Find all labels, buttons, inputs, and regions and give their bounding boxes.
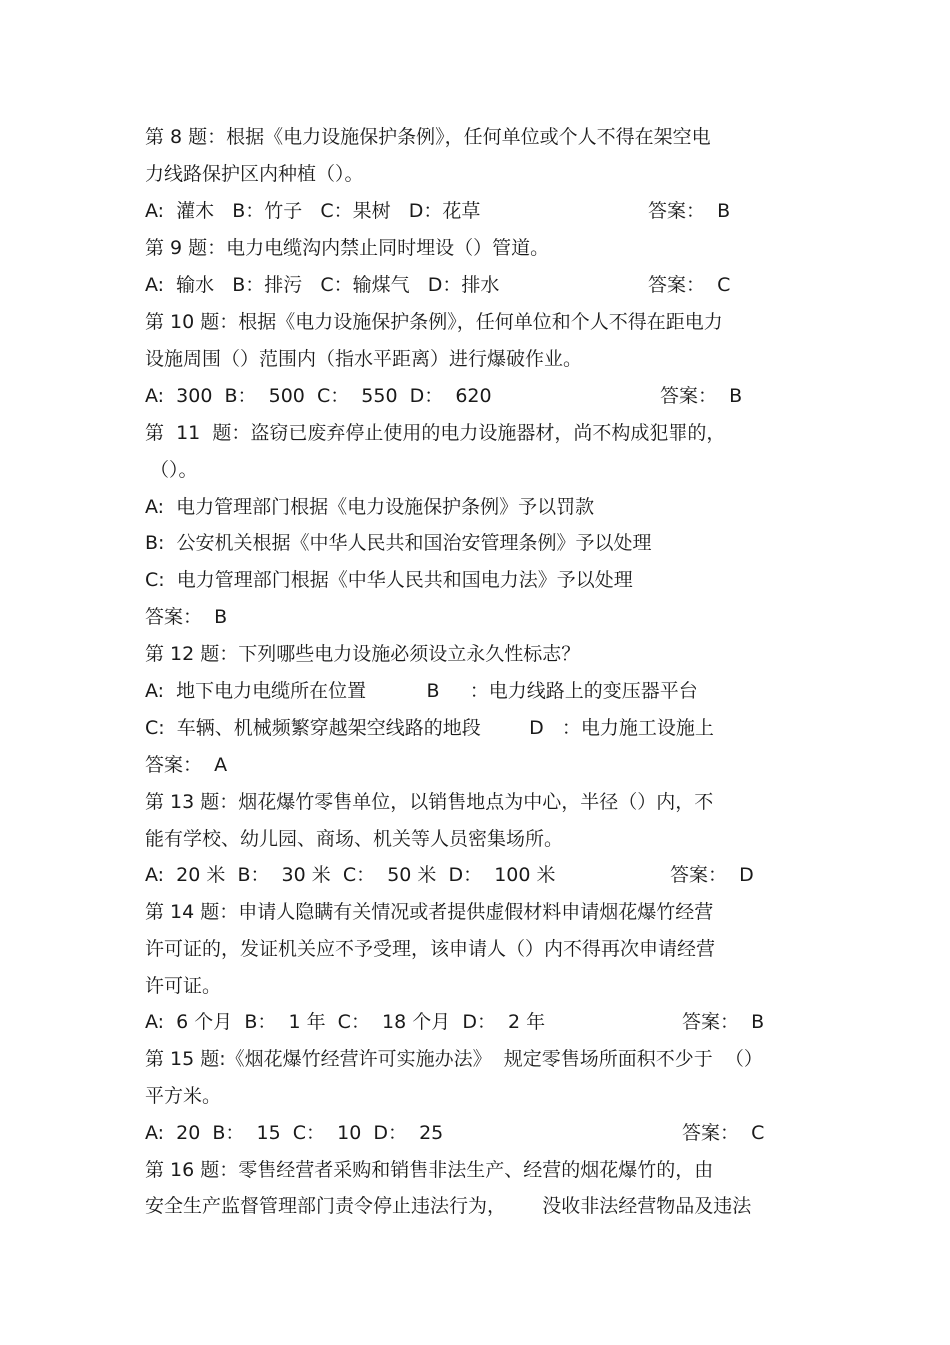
question-10-answer: 答案： B [660, 385, 743, 407]
question-14-answer: 答案： B [682, 1011, 765, 1033]
question-12-options-cd: C: 车辆、机械频繁穿越架空线路的地段 D ：电力施工设施上 [145, 717, 714, 739]
question-16-text-line2: 安全生产监督管理部门责令停止违法行为， 没收非法经营物品及违法 [145, 1195, 752, 1217]
question-15-options: A: 20 B： 15 C： 10 D： 25 [145, 1122, 444, 1144]
question-12-text-line1: 第 12 题：下列哪些电力设施必须设立永久性标志？ [145, 643, 581, 665]
question-12-options-ab: A: 地下电力电缆所在位置 B ：电力线路上的变压器平台 [145, 680, 698, 702]
question-12-answer: 答案： A [145, 754, 228, 776]
question-13-text-line2: 能有学校、幼儿园、商场、机关等人员密集场所。 [145, 828, 564, 850]
question-9-answer: 答案： C [648, 274, 731, 296]
question-9-text-line1: 第 9 题：电力电缆沟内禁止同时埋设（）管道。 [145, 237, 550, 259]
question-10-text-line1: 第 10 题：根据《电力设施保护条例》，任何单位和个人不得在距电力 [145, 311, 723, 333]
question-16-text-line1: 第 16 题：零售经营者采购和销售非法生产、经营的烟花爆竹的，由 [145, 1159, 714, 1181]
question-13-answer: 答案： D [670, 864, 754, 886]
question-10-text-line2: 设施周围（）范围内（指水平距离）进行爆破作业。 [145, 348, 583, 370]
question-11-text-line2: （）。 [150, 459, 198, 481]
question-11-text-line1: 第 11 题：盗窃已废弃停止使用的电力设施器材，尚不构成犯罪的， [145, 422, 726, 444]
question-15-text-line2: 平方米。 [145, 1085, 222, 1107]
question-8-text-line1: 第 8 题：根据《电力设施保护条例》，任何单位或个人不得在架空电 [145, 126, 711, 148]
question-8-text-line2: 力线路保护区内种植（）。 [145, 163, 364, 185]
question-13-options: A: 20 米 B： 30 米 C： 50 米 D： 100 米 [145, 864, 556, 886]
question-11-answer: 答案： B [145, 606, 228, 628]
question-14-text-line1: 第 14 题：申请人隐瞒有关情况或者提供虚假材料申请烟花爆竹经营 [145, 901, 714, 923]
question-8-answer: 答案： B [648, 200, 731, 222]
question-15-answer: 答案： C [682, 1122, 765, 1144]
question-15-text-line1: 第 15 题:《烟花爆竹经营许可实施办法》 规定零售场所面积不少于 （） [145, 1048, 763, 1070]
question-11-option-c: C: 电力管理部门根据《中华人民共和国电力法》予以处理 [145, 569, 633, 591]
question-11-option-b: B: 公安机关根据《中华人民共和国治安管理条例》予以处理 [145, 532, 652, 554]
question-10-options: A: 300 B： 500 C： 550 D： 620 [145, 385, 492, 407]
question-11-option-a: A: 电力管理部门根据《电力设施保护条例》予以罚款 [145, 496, 595, 518]
question-8-options: A: 灌木 B：竹子 C：果树 D：花草 [145, 200, 481, 222]
question-14-options: A: 6 个月 B： 1 年 C： 18 个月 D： 2 年 [145, 1011, 546, 1033]
question-14-text-line3: 许可证。 [145, 975, 222, 997]
question-13-text-line1: 第 13 题：烟花爆竹零售单位，以销售地点为中心，半径（）内，不 [145, 791, 714, 813]
question-9-options: A: 输水 B：排污 C：输煤气 D：排水 [145, 274, 500, 296]
question-14-text-line2: 许可证的，发证机关应不予受理，该申请人（）内不得再次申请经营 [145, 938, 716, 960]
